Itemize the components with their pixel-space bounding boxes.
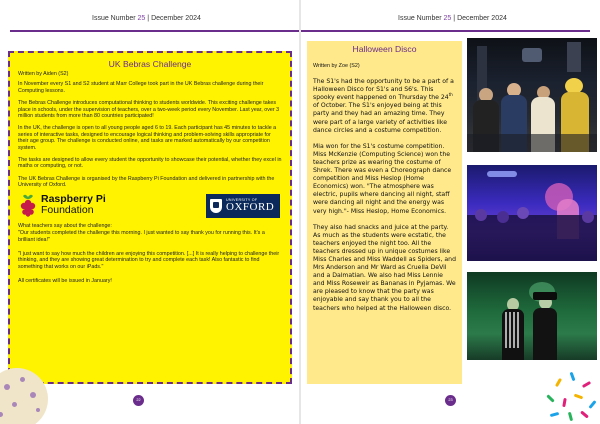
header-separator: |: [147, 15, 150, 22]
oxford-logo: [206, 194, 280, 218]
oxford-crest-icon: [210, 199, 222, 213]
page-header-left: [92, 15, 201, 22]
header-rule: [301, 30, 590, 32]
teacher-quote: "I just want to say how much the children are enjoying this competition. [...] It is really helping to challenge their thinking, and they are showing great determination to try and complete each task! Also fantastic to find something that works on our iPads.": [18, 250, 280, 270]
article-paragraph: Mia won for the S1's costume competition. Miss McKenzie (Computing Science) won the teachers prize as wearing the costume of Shrek. There was even a Choreograph dance competition and Miss Heslop (Home Economics) won. "The atmosphere was electric, pupils where dancing all night, staff were dancing all night and the energy was very high."- Miss Heslop, Home Economics.: [313, 142, 452, 215]
paragraph-text: The S1's had the opportunity to be a part of a Halloween Disco for S1's and S6's. This spooky event happened on Thursday the 24: [313, 78, 454, 102]
article-author: Written by Zoe (S2): [313, 63, 360, 69]
right-page: [301, 0, 600, 424]
article-title: Halloween Disco: [352, 44, 417, 54]
header-separator: |: [453, 15, 456, 22]
issue-date: December 2024: [457, 15, 507, 22]
partner-logos: [18, 193, 282, 219]
page-number-left: 22: [133, 395, 144, 406]
header-rule: [10, 30, 299, 32]
left-page: [0, 0, 299, 424]
article-paragraph: The tasks are designed to allow every student the opportunity to showcase their potential, whether they excel in maths or computing, or not.: [18, 157, 282, 170]
disco-photo-teachers: [467, 272, 597, 360]
article-paragraph: The Bebras Challenge introduces computational thinking to students worldwide. This exciting challenge takes place in schools, under the supervision of teachers, over a two-week period every November. Last year, over 3 million students from more than 80 countries participated!: [18, 100, 280, 120]
bebras-article: [8, 51, 292, 384]
rpi-foundation: Foundation: [41, 203, 94, 216]
article-paragraph: [313, 78, 456, 135]
oxford-name: OXFORD: [226, 201, 275, 214]
article-author: Written by Aiden (S2): [18, 71, 69, 77]
article-paragraph: The UK Bebras Challenge is organised by the Raspberry Pi Foundation and delivered in partnership with the University of Oxford.: [18, 175, 275, 189]
ordinal-suffix: th: [448, 92, 453, 98]
article-title: UK Bebras Challenge: [108, 59, 192, 69]
issue-label: Issue Number: [92, 15, 136, 22]
teacher-quote: "Our students completed the challenge this morning. I just wanted to say thank you for running this. It's a brilliant idea!": [18, 230, 265, 243]
issue-label: Issue Number: [398, 15, 442, 22]
raspberry-pi-logo: [18, 193, 106, 217]
issue-number: 25: [443, 15, 452, 22]
page-header-right: [398, 15, 507, 22]
issue-number: 25: [137, 15, 146, 22]
disco-photo-crowd: [467, 38, 597, 152]
disco-photo-dancefloor: [467, 165, 597, 261]
rpi-name: Raspberry Pi: [41, 193, 106, 206]
page-number-right: 23: [445, 395, 456, 406]
raspberry-icon: [18, 193, 38, 217]
certificates-note: All certificates will be issued in January!: [18, 278, 112, 285]
issue-date: December 2024: [151, 15, 201, 22]
article-paragraph: In November every S1 and S2 student at Marr College took part in the UK Bebras challenge during their Computing lessons.: [18, 81, 264, 94]
halloween-article: [307, 41, 462, 384]
article-paragraph: In the UK, the challenge is open to all young people aged 6 to 19. Each participant has 45 minutes to tackle a series of interactive tasks, designed to encourage logical thinking and problem-solving skills appropriate for their age group. The challenge is conducted online, and tasks are marked automatically by our competition system.: [18, 125, 277, 151]
article-paragraph: They also had snacks and juice at the party. As much as the students were ecstatic, the teachers enjoyed the night too. All the teachers dressed up in unique costumes like Miss Charles and Miss Waddell as Spiders, and Mrs Anderson and Mr Ward as Cruella DeVil and a Dalmatian. We also had Miss Lennie and Miss Roseweir as Bananas in Pyjamas. We are pleased to know that the party was enjoyable and say thank you to all the teachers who helped at the Halloween disco.: [313, 223, 456, 312]
teachers-intro: What teachers say about the challenge:: [18, 222, 112, 229]
oxford-university-of: UNIVERSITY OF: [226, 198, 258, 203]
paragraph-text: of October. The S1's enjoyed being at this party and they had an amazing time. They were part of a large variety of activities like dance circles and a costume competition.: [313, 102, 447, 134]
